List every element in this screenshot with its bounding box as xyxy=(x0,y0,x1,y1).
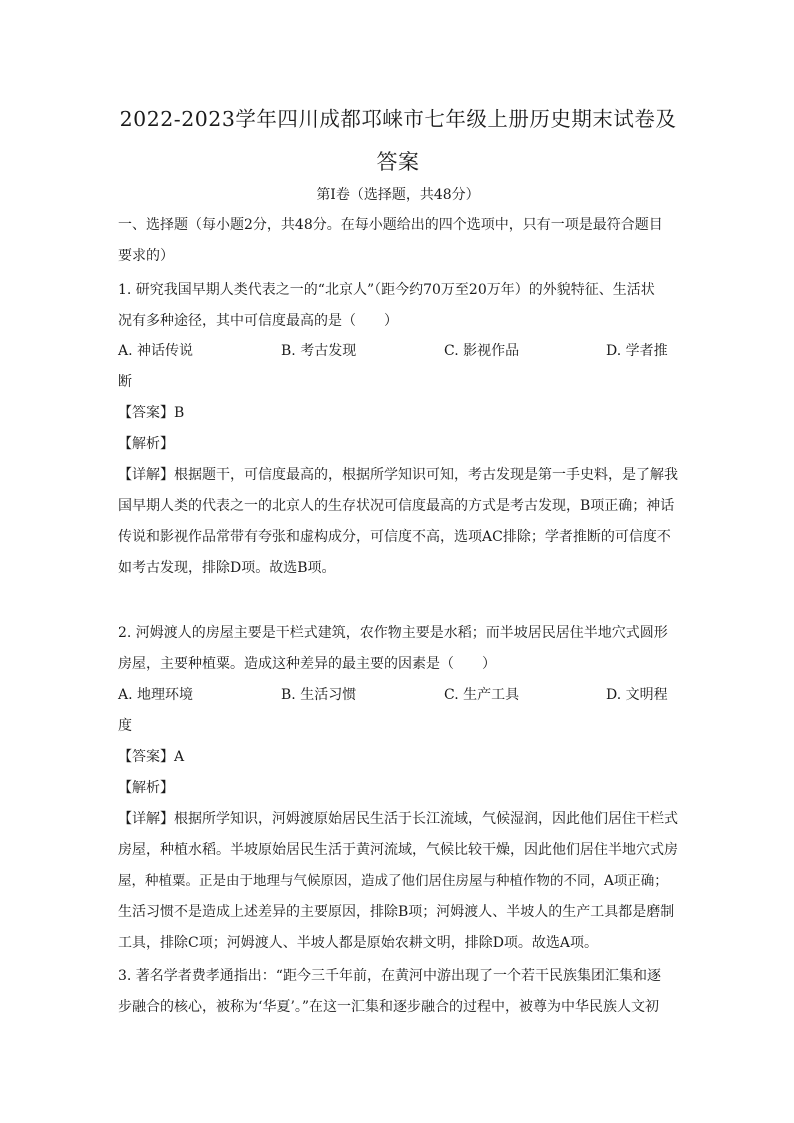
q2-option-d: D. 文明程 xyxy=(606,687,668,703)
q1-option-d-wrap: 断 xyxy=(118,374,132,390)
q2-detail-line-3: 屋，种植粟。正是由于地理与气候原因，造成了他们居住房屋与种植作物的不同，A项正确； xyxy=(118,873,668,889)
q1-detail-line-3: 传说和影视作品常带有夸张和虚构成分，可信度不高，选项AC排除；学者推断的可信度不 xyxy=(118,529,671,545)
q2-detail-line-5: 工具，排除C项；河姆渡人、半坡人都是原始农耕文明，排除D项。故选A项。 xyxy=(118,935,599,951)
q1-analysis-label: 【解析】 xyxy=(118,436,174,452)
q1-stem-line-1: 1. 研究我国早期人类代表之一的“北京人”（距今约70万至20万年）的外貌特征、生活状 xyxy=(118,282,655,298)
q2-detail-line-1: 【详解】根据所学知识，河姆渡原始居民生活于长江流域，气候湿润，因此他们居住干栏式 xyxy=(118,811,678,827)
q2-option-c: C. 生产工具 xyxy=(444,687,520,703)
q2-option-b: B. 生活习惯 xyxy=(281,687,357,703)
section-heading: 第Ⅰ卷（选择题，共48分） xyxy=(316,187,480,203)
q2-answer: 【答案】A xyxy=(118,749,185,765)
q1-option-b: B. 考古发现 xyxy=(281,343,357,359)
q1-stem-line-2: 况有多种途径，其中可信度最高的是（ ） xyxy=(118,313,398,329)
q2-analysis-label: 【解析】 xyxy=(118,780,174,796)
document-title-line-1: 2022-2023学年四川成都邛崃市七年级上册历史期末试卷及 xyxy=(119,107,677,131)
q3-stem-line-1: 3. 著名学者费孝通指出：“距今三千年前，在黄河中游出现了一个若干民族集团汇集和逐 xyxy=(118,968,661,984)
q2-detail-line-4: 生活习惯不是造成上述差异的主要原因，排除B项；河姆渡人、半坡人的生产工具都是磨制 xyxy=(118,904,675,920)
q2-detail-line-2: 房屋，种植水稻。半坡原始居民生活于黄河流域，气候比较干燥，因此他们居住半地穴式房 xyxy=(118,842,678,858)
q2-stem-line-2: 房屋，主要种植粟。造成这种差异的最主要的因素是（ ） xyxy=(118,656,496,672)
document-title-line-2: 答案 xyxy=(376,150,420,174)
q2-option-d-wrap: 度 xyxy=(118,718,132,734)
instructions-line-1: 一、选择题（每小题2分，共48分。在每小题给出的四个选项中，只有一项是最符合题目 xyxy=(118,217,663,233)
q1-option-a: A. 神话传说 xyxy=(118,343,194,359)
q2-option-a: A. 地理环境 xyxy=(118,687,194,703)
q3-stem-line-2: 步融合的核心，被称为‘华夏’。”在这一汇集和逐步融合的过程中，被尊为中华民族人文初 xyxy=(118,999,660,1015)
instructions-line-2: 要求的） xyxy=(118,248,174,264)
q1-answer: 【答案】B xyxy=(118,405,185,421)
q1-option-c: C. 影视作品 xyxy=(444,343,520,359)
q2-stem-line-1: 2. 河姆渡人的房屋主要是干栏式建筑，农作物主要是水稻；而半坡居民居住半地穴式圆形 xyxy=(118,625,668,641)
q1-detail-line-4: 如考古发现，排除D项。故选B项。 xyxy=(118,560,336,576)
q1-detail-line-1: 【详解】根据题干，可信度最高的，根据所学知识可知，考古发现是第一手史料，是了解我 xyxy=(118,467,678,483)
q1-detail-line-2: 国早期人类的代表之一的北京人的生存状况可信度最高的方式是考古发现，B项正确；神话 xyxy=(118,498,675,514)
q1-option-d: D. 学者推 xyxy=(606,343,668,359)
